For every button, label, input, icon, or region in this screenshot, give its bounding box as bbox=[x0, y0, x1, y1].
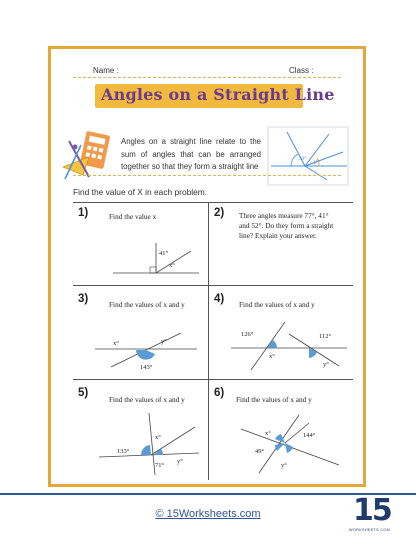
problem-4-diagram bbox=[229, 314, 349, 379]
angle-label: 143° bbox=[140, 364, 153, 371]
header-divider bbox=[73, 77, 341, 78]
angle-label: 112° bbox=[319, 333, 332, 340]
grid-line bbox=[73, 285, 353, 286]
problem-number: 1) bbox=[78, 207, 89, 219]
angle-label: 144° bbox=[303, 432, 316, 439]
angle-label: 41° bbox=[159, 250, 169, 257]
protractor-illustration bbox=[267, 126, 349, 186]
angle-label: y° bbox=[323, 361, 329, 368]
illustration-angle-label: 50° bbox=[299, 157, 306, 162]
angle-label: 126° bbox=[241, 331, 254, 338]
problem-5-diagram bbox=[97, 409, 201, 477]
class-label: Class : bbox=[289, 66, 314, 75]
grid-line bbox=[73, 379, 353, 380]
calculator-illustration bbox=[59, 127, 117, 185]
angle-label: y° bbox=[281, 462, 287, 469]
angle-label: y° bbox=[177, 458, 183, 465]
angle-label: y° bbox=[161, 338, 167, 345]
problem-6-diagram bbox=[229, 409, 349, 477]
angle-label: x° bbox=[169, 262, 175, 269]
problem-text: Find the values of x and y bbox=[236, 395, 312, 404]
angle-label: x° bbox=[113, 340, 119, 347]
angle-label: x° bbox=[269, 353, 275, 360]
problem-text: Find the value x bbox=[109, 212, 157, 221]
page-title: Angles on a Straight Line bbox=[101, 85, 335, 104]
grid-line bbox=[208, 202, 209, 480]
angle-label: x° bbox=[265, 430, 271, 437]
problem-3-diagram bbox=[91, 319, 201, 379]
problem-number: 6) bbox=[214, 387, 225, 399]
logo-text: WORKSHEETS.COM bbox=[349, 528, 391, 532]
worksheet-frame bbox=[48, 46, 366, 487]
problem-1-diagram bbox=[111, 239, 201, 279]
logo-number: 15 bbox=[353, 493, 391, 528]
name-label: Name : bbox=[93, 66, 119, 75]
problem-number: 2) bbox=[214, 207, 225, 219]
angle-label: 133° bbox=[117, 448, 130, 455]
angle-label: 49° bbox=[255, 448, 265, 455]
grid-line bbox=[73, 202, 353, 203]
problem-number: 5) bbox=[78, 387, 89, 399]
intro-divider bbox=[73, 175, 341, 176]
problem-number: 3) bbox=[78, 293, 89, 305]
problem-text: Find the values of x and y bbox=[109, 395, 185, 404]
problem-text: Find the values of x and y bbox=[239, 300, 315, 309]
intro-text: Angles on a straight line relate to the sum of angles that can be arranged together so that they form a straight line bbox=[121, 137, 261, 171]
instruction-text: Find the value of X in each problem. bbox=[73, 187, 208, 197]
angle-label: 71° bbox=[155, 462, 165, 469]
problem-text: Three angles measure 77°, 41° and 52°. Do they form a straight line? Explain your answer. bbox=[239, 211, 334, 240]
problem-number: 4) bbox=[214, 293, 225, 305]
copyright-link[interactable]: © 15Worksheets.com bbox=[155, 508, 261, 520]
illustration-angle-label: 47° bbox=[313, 161, 320, 166]
angle-label: x° bbox=[155, 434, 161, 441]
problem-text: Find the values of x and y bbox=[109, 300, 185, 309]
